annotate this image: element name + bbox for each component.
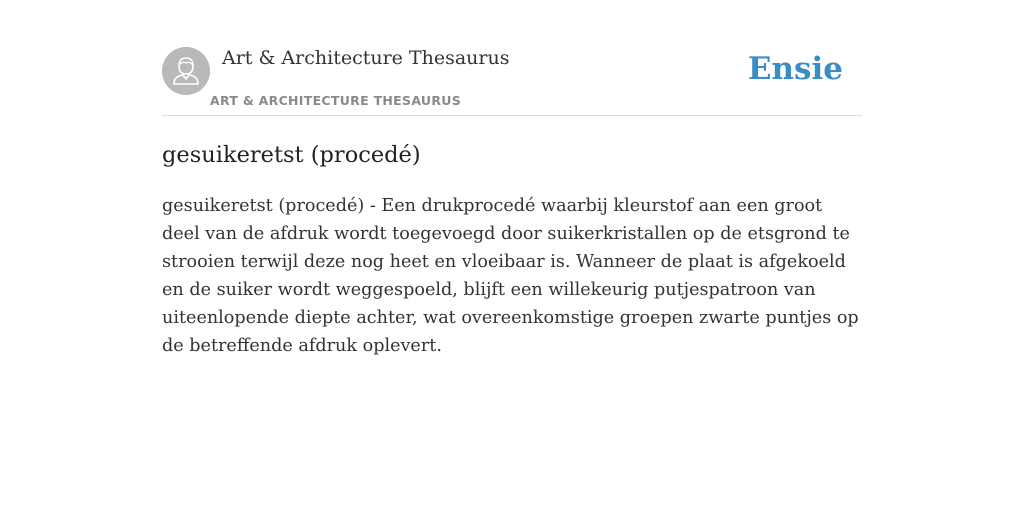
ensie-logo[interactable]: Ensie [747,51,843,87]
source-subtitle[interactable]: ART & ARCHITECTURE THESAURUS [210,93,462,108]
source-title[interactable]: Art & Architecture Thesaurus [222,47,510,69]
term-definition: gesuikeretst (procedé) - Een drukprocedé waarbij kleurstof aan een groot deel van de afdruk wordt toegevoegd door suikerkristallen op de etsgrond te strooien terwijl deze nog heet en vloeibaar is. Wanneer de plaat is afgekoeld en de suiker wordt weggespoeld, blijft een willekeurig putjespatroon van uiteenlopende diepte achter, wat overeenkomstige groepen zwarte puntjes op de betreffende afdruk oplevert. [162,196,859,356]
term-title: gesuikeretst (procedé) [162,142,421,168]
user-avatar-icon[interactable] [162,47,210,95]
entry-header [162,0,862,116]
entry-card [162,0,862,512]
